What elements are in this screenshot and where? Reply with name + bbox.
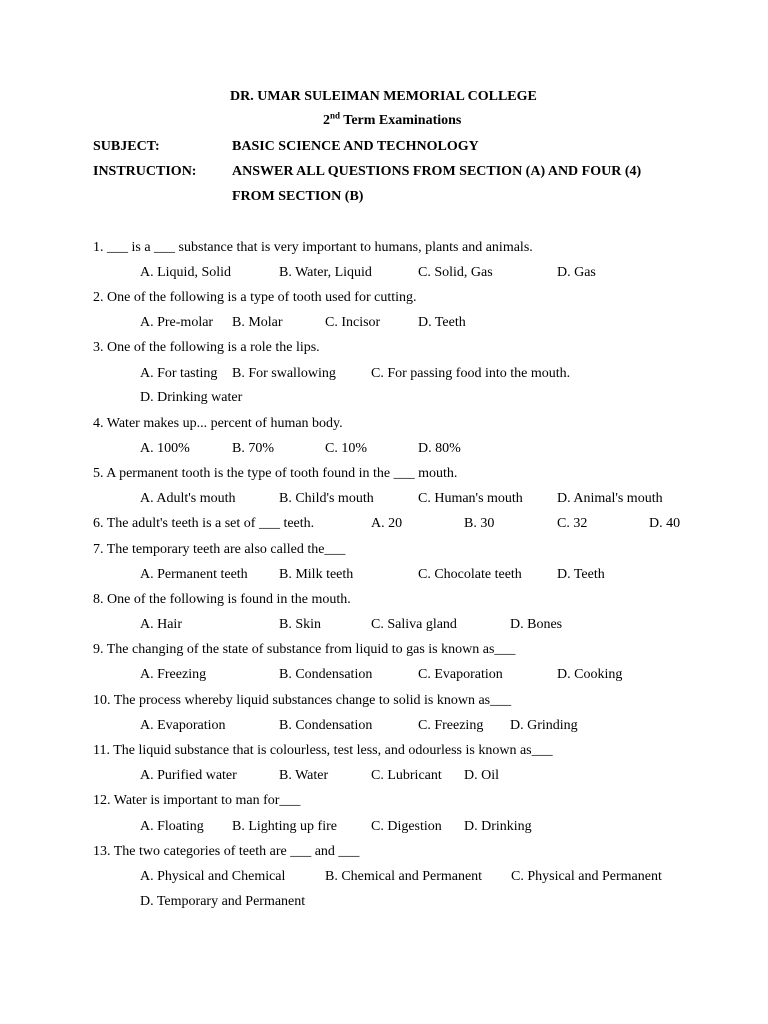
q3-option-a: A. For tasting xyxy=(140,366,218,381)
q13-option-d: D. Temporary and Permanent xyxy=(140,894,306,909)
instruction-line-2: FROM SECTION (B) xyxy=(232,189,364,204)
q13-option-c: C. Physical and Permanent xyxy=(511,869,662,884)
q4-option-d: D. 80% xyxy=(418,441,461,456)
question-13: 13. The two categories of teeth are ___ and ___ xyxy=(93,844,360,859)
question-11: 11. The liquid substance that is colourless, test less, and odourless is known as___ xyxy=(93,743,553,758)
q12-option-b: B. Lighting up fire xyxy=(232,819,337,834)
q7-option-b: B. Milk teeth xyxy=(279,567,354,582)
q7-option-a: A. Permanent teeth xyxy=(140,567,248,582)
question-1: 1. ___ is a ___ substance that is very important to humans, plants and animals. xyxy=(93,240,533,255)
q9-option-a: A. Freezing xyxy=(140,667,207,682)
q5-option-b: B. Child's mouth xyxy=(279,491,374,506)
q2-option-a: A. Pre-molar xyxy=(140,315,214,330)
q8-option-b: B. Skin xyxy=(279,617,322,632)
college-name: DR. UMAR SULEIMAN MEMORIAL COLLEGE xyxy=(230,89,537,104)
question-6: 6. The adult's teeth is a set of ___ teeth. xyxy=(93,516,315,531)
question-3: 3. One of the following is a role the lips. xyxy=(93,340,320,355)
q5-option-a: A. Adult's mouth xyxy=(140,491,236,506)
q13-option-a: A. Physical and Chemical xyxy=(140,869,286,884)
q4-option-b: B. 70% xyxy=(232,441,274,456)
q10-option-d: D. Grinding xyxy=(510,718,578,733)
q1-option-a: A. Liquid, Solid xyxy=(140,265,232,280)
q8-option-a: A. Hair xyxy=(140,617,182,632)
q1-option-b: B. Water, Liquid xyxy=(279,265,372,280)
q9-option-c: C. Evaporation xyxy=(418,667,503,682)
q10-option-b: B. Condensation xyxy=(279,718,373,733)
q3-option-c: C. For passing food into the mouth. xyxy=(371,366,571,381)
q2-option-d: D. Teeth xyxy=(418,315,466,330)
q5-option-d: D. Animal's mouth xyxy=(557,491,663,506)
q7-option-d: D. Teeth xyxy=(557,567,605,582)
q9-option-d: D. Cooking xyxy=(557,667,623,682)
q6-option-a: A. 20 xyxy=(371,516,403,531)
q12-option-a: A. Floating xyxy=(140,819,204,834)
q12-option-c: C. Digestion xyxy=(371,819,442,834)
exam-term xyxy=(323,110,462,129)
q12-option-d: D. Drinking xyxy=(464,819,532,834)
q13-option-b: B. Chemical and Permanent xyxy=(325,869,483,884)
term-suffix: nd xyxy=(330,110,341,121)
question-2: 2. One of the following is a type of tooth used for cutting. xyxy=(93,290,417,305)
term-text: Term Examinations xyxy=(340,113,462,128)
q7-option-c: C. Chocolate teeth xyxy=(418,567,522,582)
q8-option-d: D. Bones xyxy=(510,617,563,632)
question-9: 9. The changing of the state of substance from liquid to gas is known as___ xyxy=(93,642,516,657)
question-4: 4. Water makes up... percent of human body. xyxy=(93,416,343,431)
q10-option-a: A. Evaporation xyxy=(140,718,226,733)
instruction-line-1: ANSWER ALL QUESTIONS FROM SECTION (A) AND FOUR (4) xyxy=(232,164,642,179)
q3-option-b: B. For swallowing xyxy=(232,366,336,381)
q2-option-c: C. Incisor xyxy=(325,315,381,330)
subject-label: SUBJECT: xyxy=(93,139,160,154)
q11-option-d: D. Oil xyxy=(464,768,499,783)
question-5: 5. A permanent tooth is the type of tooth found in the ___ mouth. xyxy=(93,466,458,481)
q10-option-c: C. Freezing xyxy=(418,718,484,733)
q6-option-c: C. 32 xyxy=(557,516,588,531)
q4-option-a: A. 100% xyxy=(140,441,190,456)
q11-option-a: A. Purified water xyxy=(140,768,237,783)
instruction-label: INSTRUCTION: xyxy=(93,164,197,179)
q1-option-d: D. Gas xyxy=(557,265,596,280)
q2-option-b: B. Molar xyxy=(232,315,283,330)
question-10: 10. The process whereby liquid substances change to solid is known as___ xyxy=(93,693,512,708)
q9-option-b: B. Condensation xyxy=(279,667,373,682)
q11-option-c: C. Lubricant xyxy=(371,768,442,783)
q1-option-c: C. Solid, Gas xyxy=(418,265,493,280)
question-7: 7. The temporary teeth are also called the___ xyxy=(93,542,346,557)
term-number: 2 xyxy=(323,113,330,128)
question-12: 12. Water is important to man for___ xyxy=(93,793,301,808)
q4-option-c: C. 10% xyxy=(325,441,367,456)
q3-option-d: D. Drinking water xyxy=(140,390,243,405)
q5-option-c: C. Human's mouth xyxy=(418,491,523,506)
subject-value: BASIC SCIENCE AND TECHNOLOGY xyxy=(232,139,479,154)
q11-option-b: B. Water xyxy=(279,768,329,783)
q8-option-c: C. Saliva gland xyxy=(371,617,457,632)
question-8: 8. One of the following is found in the mouth. xyxy=(93,592,351,607)
q6-option-b: B. 30 xyxy=(464,516,495,531)
q6-option-d: D. 40 xyxy=(649,516,681,531)
